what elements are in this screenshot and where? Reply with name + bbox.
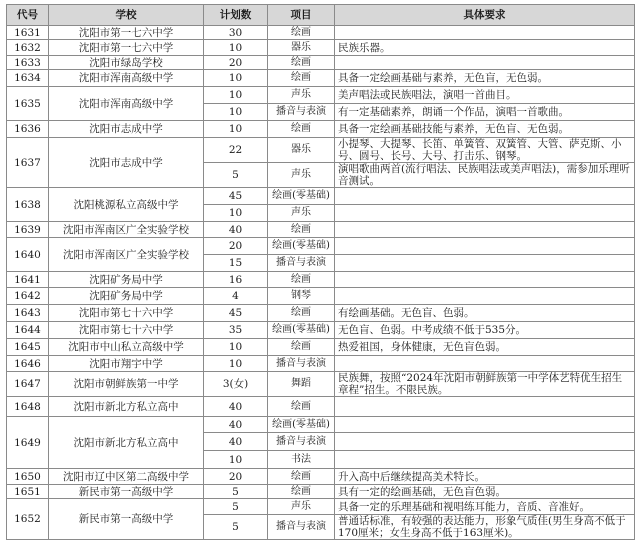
requirement-cell: [335, 255, 635, 272]
quota-cell: 20: [204, 469, 268, 485]
school-name: 沈阳市朝鲜族第一中学: [49, 372, 204, 397]
requirement-cell: 美声唱法或民族唱法，演唱一首曲目。: [335, 87, 635, 104]
quota-cell: 10: [204, 205, 268, 222]
school-name: 新民市第一高级中学: [49, 485, 204, 499]
table-row: [7, 87, 635, 104]
school-name: 沈阳市第一七六中学: [49, 26, 204, 40]
quota-cell: 10: [204, 356, 268, 372]
item-cell: 绘画: [268, 56, 335, 70]
requirement-cell: 演唱歌曲两首(流行唱法、民族唱法或美声唱法)，需参加乐理听音测试。: [335, 163, 635, 188]
school-name: 沈阳市辽中区第二高级中学: [49, 469, 204, 485]
quota-cell: 30: [204, 26, 268, 40]
school-code: 1641: [7, 272, 49, 288]
quota-cell: 5: [204, 499, 268, 515]
requirement-cell: 具备一定绘画基础与素养，无色盲，无色弱。: [335, 70, 635, 87]
school-name: 沈阳矿务局中学: [49, 288, 204, 305]
table-row: [7, 238, 635, 255]
item-cell: 绘画: [268, 485, 335, 499]
quota-cell: 3(女): [204, 372, 268, 397]
school-name: 沈阳桃源私立高级中学: [49, 188, 204, 222]
quota-cell: 45: [204, 188, 268, 205]
item-cell: 声乐: [268, 87, 335, 104]
requirement-cell: 具备一定的乐理基础和视唱练耳能力，音质、音准好。: [335, 499, 635, 515]
table-row: [7, 188, 635, 205]
quota-cell: 40: [204, 222, 268, 238]
quota-cell: 35: [204, 322, 268, 339]
school-code: 1647: [7, 372, 49, 397]
school-name: 沈阳市浑南区广全实验学校: [49, 222, 204, 238]
item-cell: 绘画(零基础): [268, 417, 335, 433]
table-row: [7, 70, 635, 87]
table-row: [7, 417, 635, 433]
table-row: [7, 356, 635, 372]
item-cell: 绘画: [268, 397, 335, 417]
requirement-cell: 有一定基础素养，朗诵一个作品，演唱一首歌曲。: [335, 104, 635, 121]
table-row: [7, 272, 635, 288]
table-body: [7, 26, 635, 540]
school-name: 沈阳市浑南区广全实验学校: [49, 238, 204, 272]
table-row: [7, 222, 635, 238]
requirement-cell: 小提琴、大提琴、长笛、单簧管、双簧管、大管、萨克斯、小号、圆号、长号、大号、打击乐、钢琴。: [335, 138, 635, 163]
school-name: 沈阳市翔宇中学: [49, 356, 204, 372]
school-code: 1645: [7, 339, 49, 356]
school-name: 沈阳市第七十六中学: [49, 305, 204, 322]
requirement-cell: 热爱祖国，身体健康，无色盲色弱。: [335, 339, 635, 356]
table-row: [7, 372, 635, 397]
requirement-cell: [335, 397, 635, 417]
requirement-cell: [335, 188, 635, 205]
school-code: 1643: [7, 305, 49, 322]
requirement-cell: [335, 272, 635, 288]
item-cell: 播音与表演: [268, 255, 335, 272]
table-row: [7, 56, 635, 70]
requirement-cell: 有绘画基础。无色盲、色弱。: [335, 305, 635, 322]
requirement-cell: [335, 56, 635, 70]
quota-cell: 40: [204, 433, 268, 451]
quota-cell: 16: [204, 272, 268, 288]
item-cell: 舞蹈: [268, 372, 335, 397]
requirement-cell: [335, 417, 635, 433]
admissions-table: [6, 4, 635, 540]
quota-cell: 5: [204, 163, 268, 188]
school-name: 沈阳矿务局中学: [49, 272, 204, 288]
school-code: 1632: [7, 40, 49, 56]
table-row: [7, 138, 635, 163]
item-cell: 绘画: [268, 222, 335, 238]
quota-cell: 10: [204, 87, 268, 104]
school-code: 1650: [7, 469, 49, 485]
requirement-cell: [335, 451, 635, 469]
quota-cell: 10: [204, 104, 268, 121]
item-cell: 声乐: [268, 205, 335, 222]
school-code: 1651: [7, 485, 49, 499]
school-code: 1635: [7, 87, 49, 121]
item-cell: 绘画: [268, 305, 335, 322]
school-name: 沈阳市志成中学: [49, 121, 204, 138]
table-header: [7, 5, 635, 26]
requirement-cell: [335, 433, 635, 451]
table-row: [7, 485, 635, 499]
item-cell: 播音与表演: [268, 104, 335, 121]
table-row: [7, 26, 635, 40]
header-code: 代号: [7, 5, 49, 26]
school-name: 沈阳市浑南高级中学: [49, 70, 204, 87]
item-cell: 绘画(零基础): [268, 188, 335, 205]
requirement-cell: [335, 356, 635, 372]
table-row: [7, 339, 635, 356]
item-cell: 绘画(零基础): [268, 238, 335, 255]
item-cell: 声乐: [268, 499, 335, 515]
item-cell: 绘画: [268, 70, 335, 87]
requirement-cell: 具有一定的绘画基础，无色盲色弱。: [335, 485, 635, 499]
school-name: 新民市第一高级中学: [49, 499, 204, 540]
school-code: 1637: [7, 138, 49, 188]
quota-cell: 10: [204, 40, 268, 56]
item-cell: 声乐: [268, 163, 335, 188]
requirement-cell: 民族舞，按照“2024年沈阳市朝鲜族第一中学体艺特优生招生章程”招生。不限民族。: [335, 372, 635, 397]
school-name: 沈阳市第七十六中学: [49, 322, 204, 339]
school-code: 1646: [7, 356, 49, 372]
item-cell: 绘画: [268, 272, 335, 288]
requirement-cell: [335, 222, 635, 238]
header-item: 项目: [268, 5, 335, 26]
school-name: 沈阳市中山私立高级中学: [49, 339, 204, 356]
quota-cell: 10: [204, 451, 268, 469]
quota-cell: 4: [204, 288, 268, 305]
table-row: [7, 469, 635, 485]
item-cell: 书法: [268, 451, 335, 469]
quota-cell: 40: [204, 397, 268, 417]
school-code: 1640: [7, 238, 49, 272]
school-code: 1644: [7, 322, 49, 339]
header-requirements: 具体要求: [335, 5, 635, 26]
item-cell: 播音与表演: [268, 356, 335, 372]
item-cell: 绘画: [268, 469, 335, 485]
table-row: [7, 397, 635, 417]
requirement-cell: 无色盲、色弱。中考成绩不低于535分。: [335, 322, 635, 339]
item-cell: 绘画: [268, 339, 335, 356]
school-code: 1642: [7, 288, 49, 305]
requirement-cell: 民族乐器。: [335, 40, 635, 56]
school-code: 1639: [7, 222, 49, 238]
requirement-cell: [335, 288, 635, 305]
item-cell: 钢琴: [268, 288, 335, 305]
school-name: 沈阳市第一七六中学: [49, 40, 204, 56]
item-cell: 绘画(零基础): [268, 322, 335, 339]
header-row: [7, 5, 635, 26]
school-code: 1636: [7, 121, 49, 138]
school-code: 1652: [7, 499, 49, 540]
item-cell: 绘画: [268, 121, 335, 138]
requirement-cell: 普通话标准，有较强的表达能力，形象气质佳(男生身高不低于170厘米；女生身高不低于163厘米)。: [335, 515, 635, 540]
quota-cell: 10: [204, 339, 268, 356]
table-row: [7, 322, 635, 339]
school-code: 1631: [7, 26, 49, 40]
school-code: 1633: [7, 56, 49, 70]
item-cell: 绘画: [268, 26, 335, 40]
quota-cell: 20: [204, 56, 268, 70]
quota-cell: 22: [204, 138, 268, 163]
item-cell: 播音与表演: [268, 433, 335, 451]
quota-cell: 5: [204, 515, 268, 540]
table-row: [7, 121, 635, 138]
quota-cell: 40: [204, 417, 268, 433]
quota-cell: 20: [204, 238, 268, 255]
requirement-cell: [335, 205, 635, 222]
school-code: 1649: [7, 417, 49, 469]
header-quota: 计划数: [204, 5, 268, 26]
quota-cell: 5: [204, 485, 268, 499]
requirement-cell: 具备一定绘画基础技能与素养，无色盲、无色弱。: [335, 121, 635, 138]
school-name: 沈阳市新北方私立高中: [49, 417, 204, 469]
quota-cell: 10: [204, 70, 268, 87]
school-name: 沈阳市新北方私立高中: [49, 397, 204, 417]
requirement-cell: [335, 26, 635, 40]
table-row: [7, 288, 635, 305]
table-row: [7, 40, 635, 56]
school-name: 沈阳市绿岛学校: [49, 56, 204, 70]
item-cell: 器乐: [268, 40, 335, 56]
quota-cell: 45: [204, 305, 268, 322]
quota-cell: 10: [204, 121, 268, 138]
table-row: [7, 499, 635, 515]
item-cell: 器乐: [268, 138, 335, 163]
school-code: 1648: [7, 397, 49, 417]
school-name: 沈阳市浑南高级中学: [49, 87, 204, 121]
requirement-cell: [335, 238, 635, 255]
quota-cell: 15: [204, 255, 268, 272]
school-name: 沈阳市志成中学: [49, 138, 204, 188]
item-cell: 播音与表演: [268, 515, 335, 540]
school-code: 1634: [7, 70, 49, 87]
requirement-cell: 升入高中后继续提高美术特长。: [335, 469, 635, 485]
school-code: 1638: [7, 188, 49, 222]
header-school: 学校: [49, 5, 204, 26]
table-row: [7, 305, 635, 322]
